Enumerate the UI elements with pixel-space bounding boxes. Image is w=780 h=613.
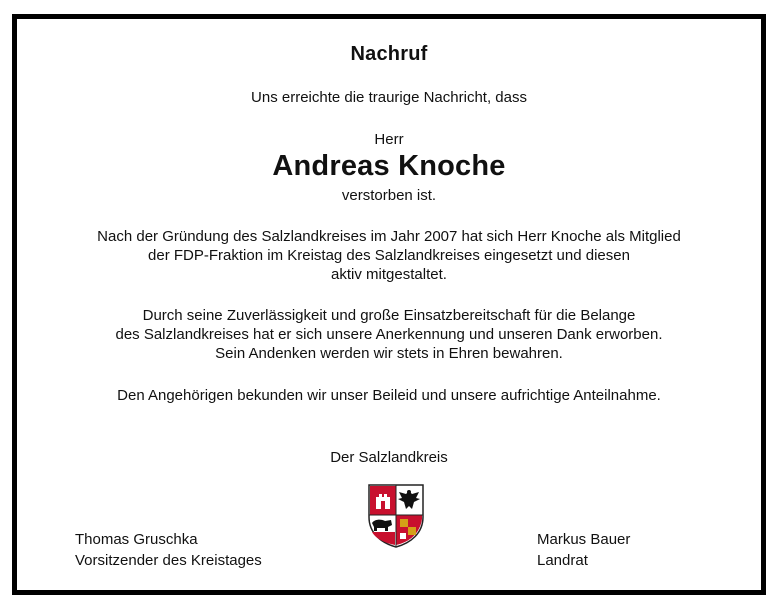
signatory-name: Thomas Gruschka	[75, 531, 198, 548]
signature-right	[537, 529, 630, 571]
signatory-name: Markus Bauer	[537, 531, 631, 548]
intro-text: Uns erreichte die traurige Nachricht, dass	[251, 89, 527, 106]
obituary-title: Nachruf	[350, 43, 428, 65]
signature-left	[75, 529, 262, 571]
salutation: Herr	[374, 131, 404, 148]
paragraph-3	[17, 386, 761, 405]
paragraph-1	[17, 227, 761, 284]
paragraph-line: der FDP-Fraktion im Kreistag des Salzlandkreises eingesetzt und diesen	[148, 247, 630, 264]
paragraph-2	[17, 306, 761, 363]
paragraph-line: des Salzlandkreises hat er sich unsere Anerkennung und unseren Dank erworben.	[115, 326, 663, 343]
paragraph-line: aktiv mitgestaltet.	[331, 266, 447, 283]
signatory-role: Landrat	[537, 552, 588, 569]
deceased-text: verstorben ist.	[341, 187, 437, 204]
paragraph-line: Den Angehörigen bekunden wir unser Beileid und unsere aufrichtige Anteilnahme.	[117, 387, 661, 404]
organization-name: Der Salzlandkreis	[330, 449, 448, 466]
deceased-name: Andreas Knoche	[272, 150, 506, 182]
paragraph-line: Durch seine Zuverlässigkeit und große Einsatzbereitschaft für die Belange	[142, 307, 636, 324]
paragraph-line: Nach der Gründung des Salzlandkreises im Jahr 2007 hat sich Herr Knoche als Mitglied	[97, 228, 681, 245]
signatory-role: Vorsitzender des Kreistages	[75, 552, 262, 569]
obituary-content	[17, 19, 761, 590]
paragraph-line: Sein Andenken werden wir stets in Ehren bewahren.	[215, 345, 563, 362]
coat-of-arms-icon	[367, 483, 425, 549]
